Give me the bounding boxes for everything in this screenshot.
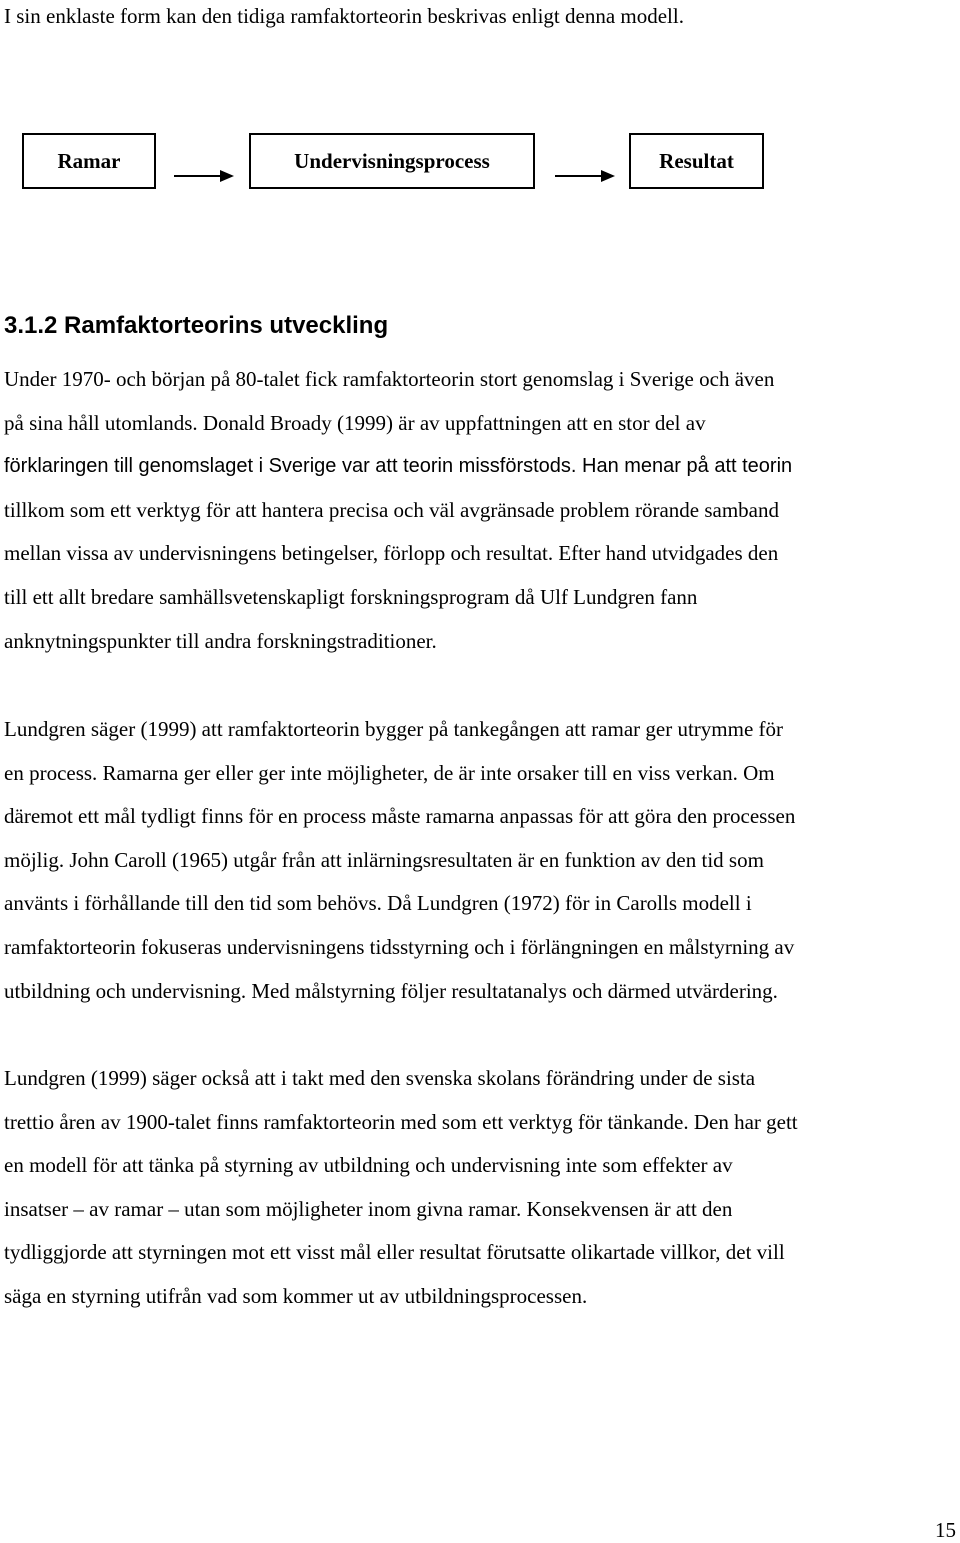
ramfaktor-model-diagram xyxy=(0,0,960,260)
paragraph-line: insatser – av ramar – utan som möjligheter inom givna ramar. Konsekvensen är att den xyxy=(4,1196,733,1221)
model-box-undervisningsprocess: Undervisningsprocess xyxy=(249,133,535,189)
arrow-right-icon xyxy=(174,164,234,184)
page-number: 15 xyxy=(935,1518,956,1542)
paragraph-line: på sina håll utomlands. Donald Broady (1999) är av uppfattningen att en stor del av xyxy=(4,410,706,435)
paragraph-line: däremot ett mål tydligt finns för en process måste ramarna anpassas för att göra den processen xyxy=(4,804,796,829)
paragraph-line: anknytningspunkter till andra forskningstraditioner. xyxy=(4,628,437,653)
paragraph-line: tillkom som ett verktyg för att hantera precisa och väl avgränsade problem rörande samband xyxy=(4,497,779,522)
arrow-right-icon xyxy=(555,164,615,184)
paragraph-line: utbildning och undervisning. Med målstyrning följer resultatanalys och därmed utvärdering. xyxy=(4,978,778,1003)
paragraph-line: Under 1970- och början på 80-talet fick ramfaktorteorin stort genomslag i Sverige och även xyxy=(4,367,775,391)
paragraph-line: tydliggjorde att styrningen mot ett visst mål eller resultat förutsatte olikartade villkor, det vill xyxy=(4,1240,785,1265)
paragraph-line: till ett allt bredare samhällsvetenskapligt forskningsprogram då Ulf Lundgren fann xyxy=(4,584,698,609)
model-box-ramar: Ramar xyxy=(22,133,156,189)
paragraph-line: Lundgren (1999) säger också att i takt med den svenska skolans förändring under de sista xyxy=(4,1066,756,1090)
paragraph-line: trettio åren av 1900-talet finns ramfaktorteorin med som ett verktyg för tänkande. Den har gett xyxy=(4,1109,798,1134)
paragraph xyxy=(4,708,960,1013)
paragraph-line: använts i förhållande till den tid som behövs. Då Lundgren (1972) för in Carolls modell i xyxy=(4,891,752,916)
paragraph xyxy=(4,1057,960,1319)
paragraph-line: säga en styrning utifrån vad som kommer ut av utbildningsprocessen. xyxy=(4,1283,588,1308)
paragraph-line: möjlig. John Caroll (1965) utgår från att inlärningsresultaten är en funktion av den tid som xyxy=(4,847,764,872)
paragraph-line: förklaringen till genomslaget i Sverige var att teorin missförstods. Han menar på att teorin xyxy=(4,455,793,478)
paragraph-line: en process. Ramarna ger eller ger inte möjligheter, de är inte orsaker till en viss verkan. Om xyxy=(4,760,775,785)
intro-text: I sin enklaste form kan den tidiga ramfaktorteorin beskrivas enligt denna modell. xyxy=(4,4,684,28)
model-box-resultat: Resultat xyxy=(629,133,764,189)
paragraph-line: mellan vissa av undervisningens betingelser, förlopp och resultat. Efter hand utvidgades den xyxy=(4,541,779,566)
paragraph xyxy=(4,358,960,663)
paragraph-line: ramfaktorteorin fokuseras undervisningens tidsstyrning och i förlängningen en målstyrning av xyxy=(4,934,795,959)
paragraph-line: en modell för att tänka på styrning av utbildning och undervisning inte som effekter av xyxy=(4,1153,733,1178)
section-heading: 3.1.2 Ramfaktorteorins utveckling xyxy=(4,312,389,339)
paragraph-line: Lundgren säger (1999) att ramfaktorteorin bygger på tankegången att ramar ger utrymme för xyxy=(4,717,784,741)
